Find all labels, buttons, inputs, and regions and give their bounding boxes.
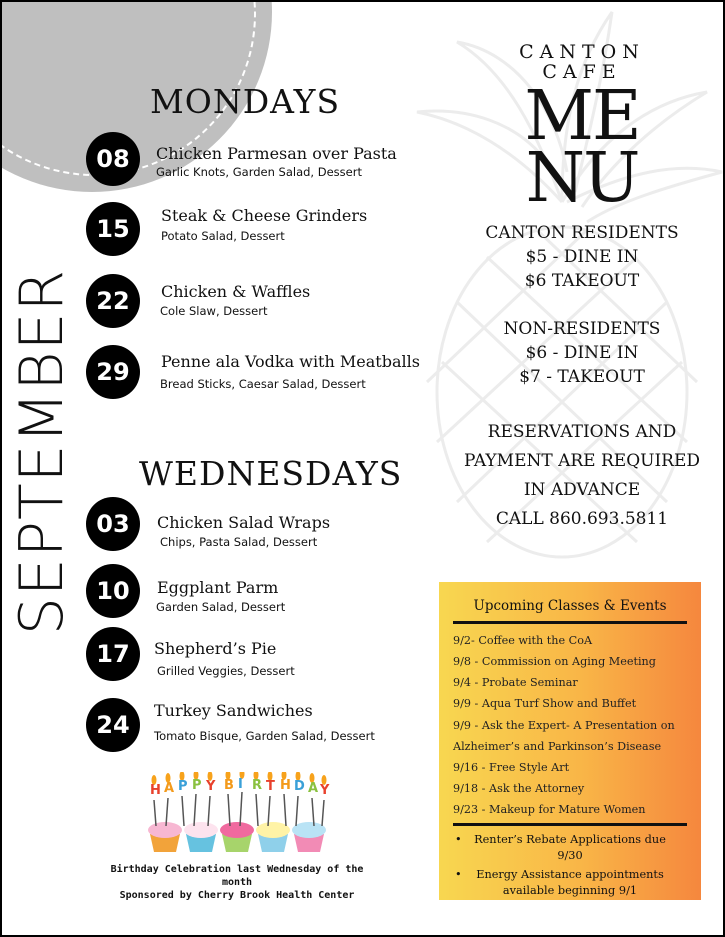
residents-label: CANTON RESIDENTS (485, 223, 679, 243)
birthday-letter: R (252, 778, 263, 793)
event-item: 9/2- Coffee with the CoA (453, 634, 593, 647)
dish-name: Turkey Sandwiches (154, 701, 313, 720)
dish-name: Chicken Salad Wraps (157, 513, 331, 532)
bullet-text: 9/30 (557, 849, 583, 862)
day-badge: 03 (86, 497, 140, 551)
residents-dine-in: $5 - DINE IN (525, 247, 639, 267)
day-badge: 24 (86, 698, 140, 752)
residents-takeout: $6 TAKEOUT (524, 271, 640, 291)
event-item: 9/18 - Ask the Attorney (453, 782, 585, 795)
birthday-letter: Y (206, 779, 216, 794)
dish-sides: Tomato Bisque, Garden Salad, Dessert (154, 729, 375, 743)
dish-sides: Bread Sticks, Caesar Salad, Dessert (160, 377, 366, 391)
reservation-line: PAYMENT ARE REQUIRED (463, 451, 701, 471)
dish-sides: Grilled Veggies, Dessert (157, 664, 295, 678)
birthday-letter: P (192, 778, 202, 793)
residents-pricing (442, 221, 722, 293)
dish-sides: Potato Salad, Dessert (161, 229, 285, 243)
dish-sides: Garlic Knots, Garden Salad, Dessert (156, 165, 362, 179)
events-box (439, 582, 701, 900)
birthday-letter: H (280, 778, 291, 793)
dish-name: Chicken Parmesan over Pasta (156, 144, 397, 163)
cafe-name (442, 42, 722, 82)
divider (453, 621, 687, 624)
bullet-text: Energy Assistance appointments (476, 868, 664, 881)
day-badge: 15 (86, 202, 140, 256)
bullet-item (453, 867, 687, 899)
birthday-letter: P (178, 779, 188, 794)
cafe-name-line1: CANTON (519, 41, 645, 63)
birthday-letter: A (164, 781, 175, 796)
birthday-letter: D (294, 779, 305, 794)
reservation-line: IN ADVANCE (523, 480, 641, 500)
birthday-letter: T (266, 779, 275, 794)
dish-sides: Garden Salad, Dessert (156, 600, 286, 614)
reservation-line: RESERVATIONS AND (487, 422, 677, 442)
event-item: 9/9 - Aqua Turf Show and Buffet (453, 697, 637, 710)
day-badge: 22 (86, 274, 140, 328)
dish-name: Steak & Cheese Grinders (161, 206, 368, 225)
birthday-caption-line: Birthday Celebration last Wednesday of the month (110, 864, 364, 888)
birthday-sponsor-line: Sponsored by Cherry Brook Health Center (119, 890, 355, 901)
dish-name: Shepherd’s Pie (154, 639, 277, 658)
event-item: 9/8 - Commission on Aging Meeting (453, 655, 656, 668)
dish-name: Chicken & Waffles (161, 282, 311, 301)
event-item: 9/9 - Ask the Expert- A Presentation on (453, 719, 675, 732)
nonresidents-dine-in: $6 - DINE IN (525, 343, 639, 363)
reservation-info (442, 418, 722, 534)
birthday-letter: Y (320, 783, 330, 798)
menu-heading (442, 77, 722, 218)
nonresidents-pricing (442, 317, 722, 389)
dish-sides: Cole Slaw, Dessert (160, 304, 268, 318)
event-item: 9/23 - Makeup for Mature Women (453, 803, 646, 816)
day-badge: 29 (86, 345, 140, 399)
bullet-text: available beginning 9/1 (502, 884, 638, 897)
mondays-title: MONDAYS (150, 82, 341, 121)
dish-name: Eggplant Parm (157, 578, 279, 597)
birthday-letter: H (150, 783, 161, 798)
birthday-cupcakes-icon (142, 772, 332, 857)
divider (453, 823, 687, 826)
menu-heading-line1: ME (524, 77, 640, 156)
day-badge: 08 (86, 132, 140, 186)
menu-heading-line2: NU (525, 139, 639, 218)
birthday-letter: B (224, 778, 234, 793)
birthday-letter: A (308, 781, 319, 796)
day-badge: 10 (86, 564, 140, 618)
event-item: Alzheimer’s and Parkinson’s Disease (453, 740, 662, 753)
wednesdays-title: WEDNESDAYS (139, 454, 403, 493)
phone-number: CALL 860.693.5811 (495, 509, 669, 529)
dish-sides: Chips, Pasta Salad, Dessert (160, 535, 318, 549)
cafe-name-line2: CAFE (542, 61, 622, 83)
dish-name: Penne ala Vodka with Meatballs (161, 352, 420, 371)
bullet-icon: • (455, 833, 462, 846)
birthday-letter: I (238, 777, 243, 792)
nonresidents-takeout: $7 - TAKEOUT (519, 367, 645, 387)
day-badge: 17 (86, 627, 140, 681)
event-item: 9/4 - Probate Seminar (453, 676, 578, 689)
nonresidents-label: NON-RESIDENTS (503, 319, 661, 339)
birthday-caption (102, 863, 372, 902)
bullet-item (453, 832, 687, 864)
bullet-icon: • (455, 868, 462, 881)
event-item: 9/16 - Free Style Art (453, 761, 570, 774)
month-title: SEPTEMBER (7, 268, 77, 636)
events-title: Upcoming Classes & Events (473, 598, 667, 614)
bullet-text: Renter’s Rebate Applications due (474, 833, 666, 846)
